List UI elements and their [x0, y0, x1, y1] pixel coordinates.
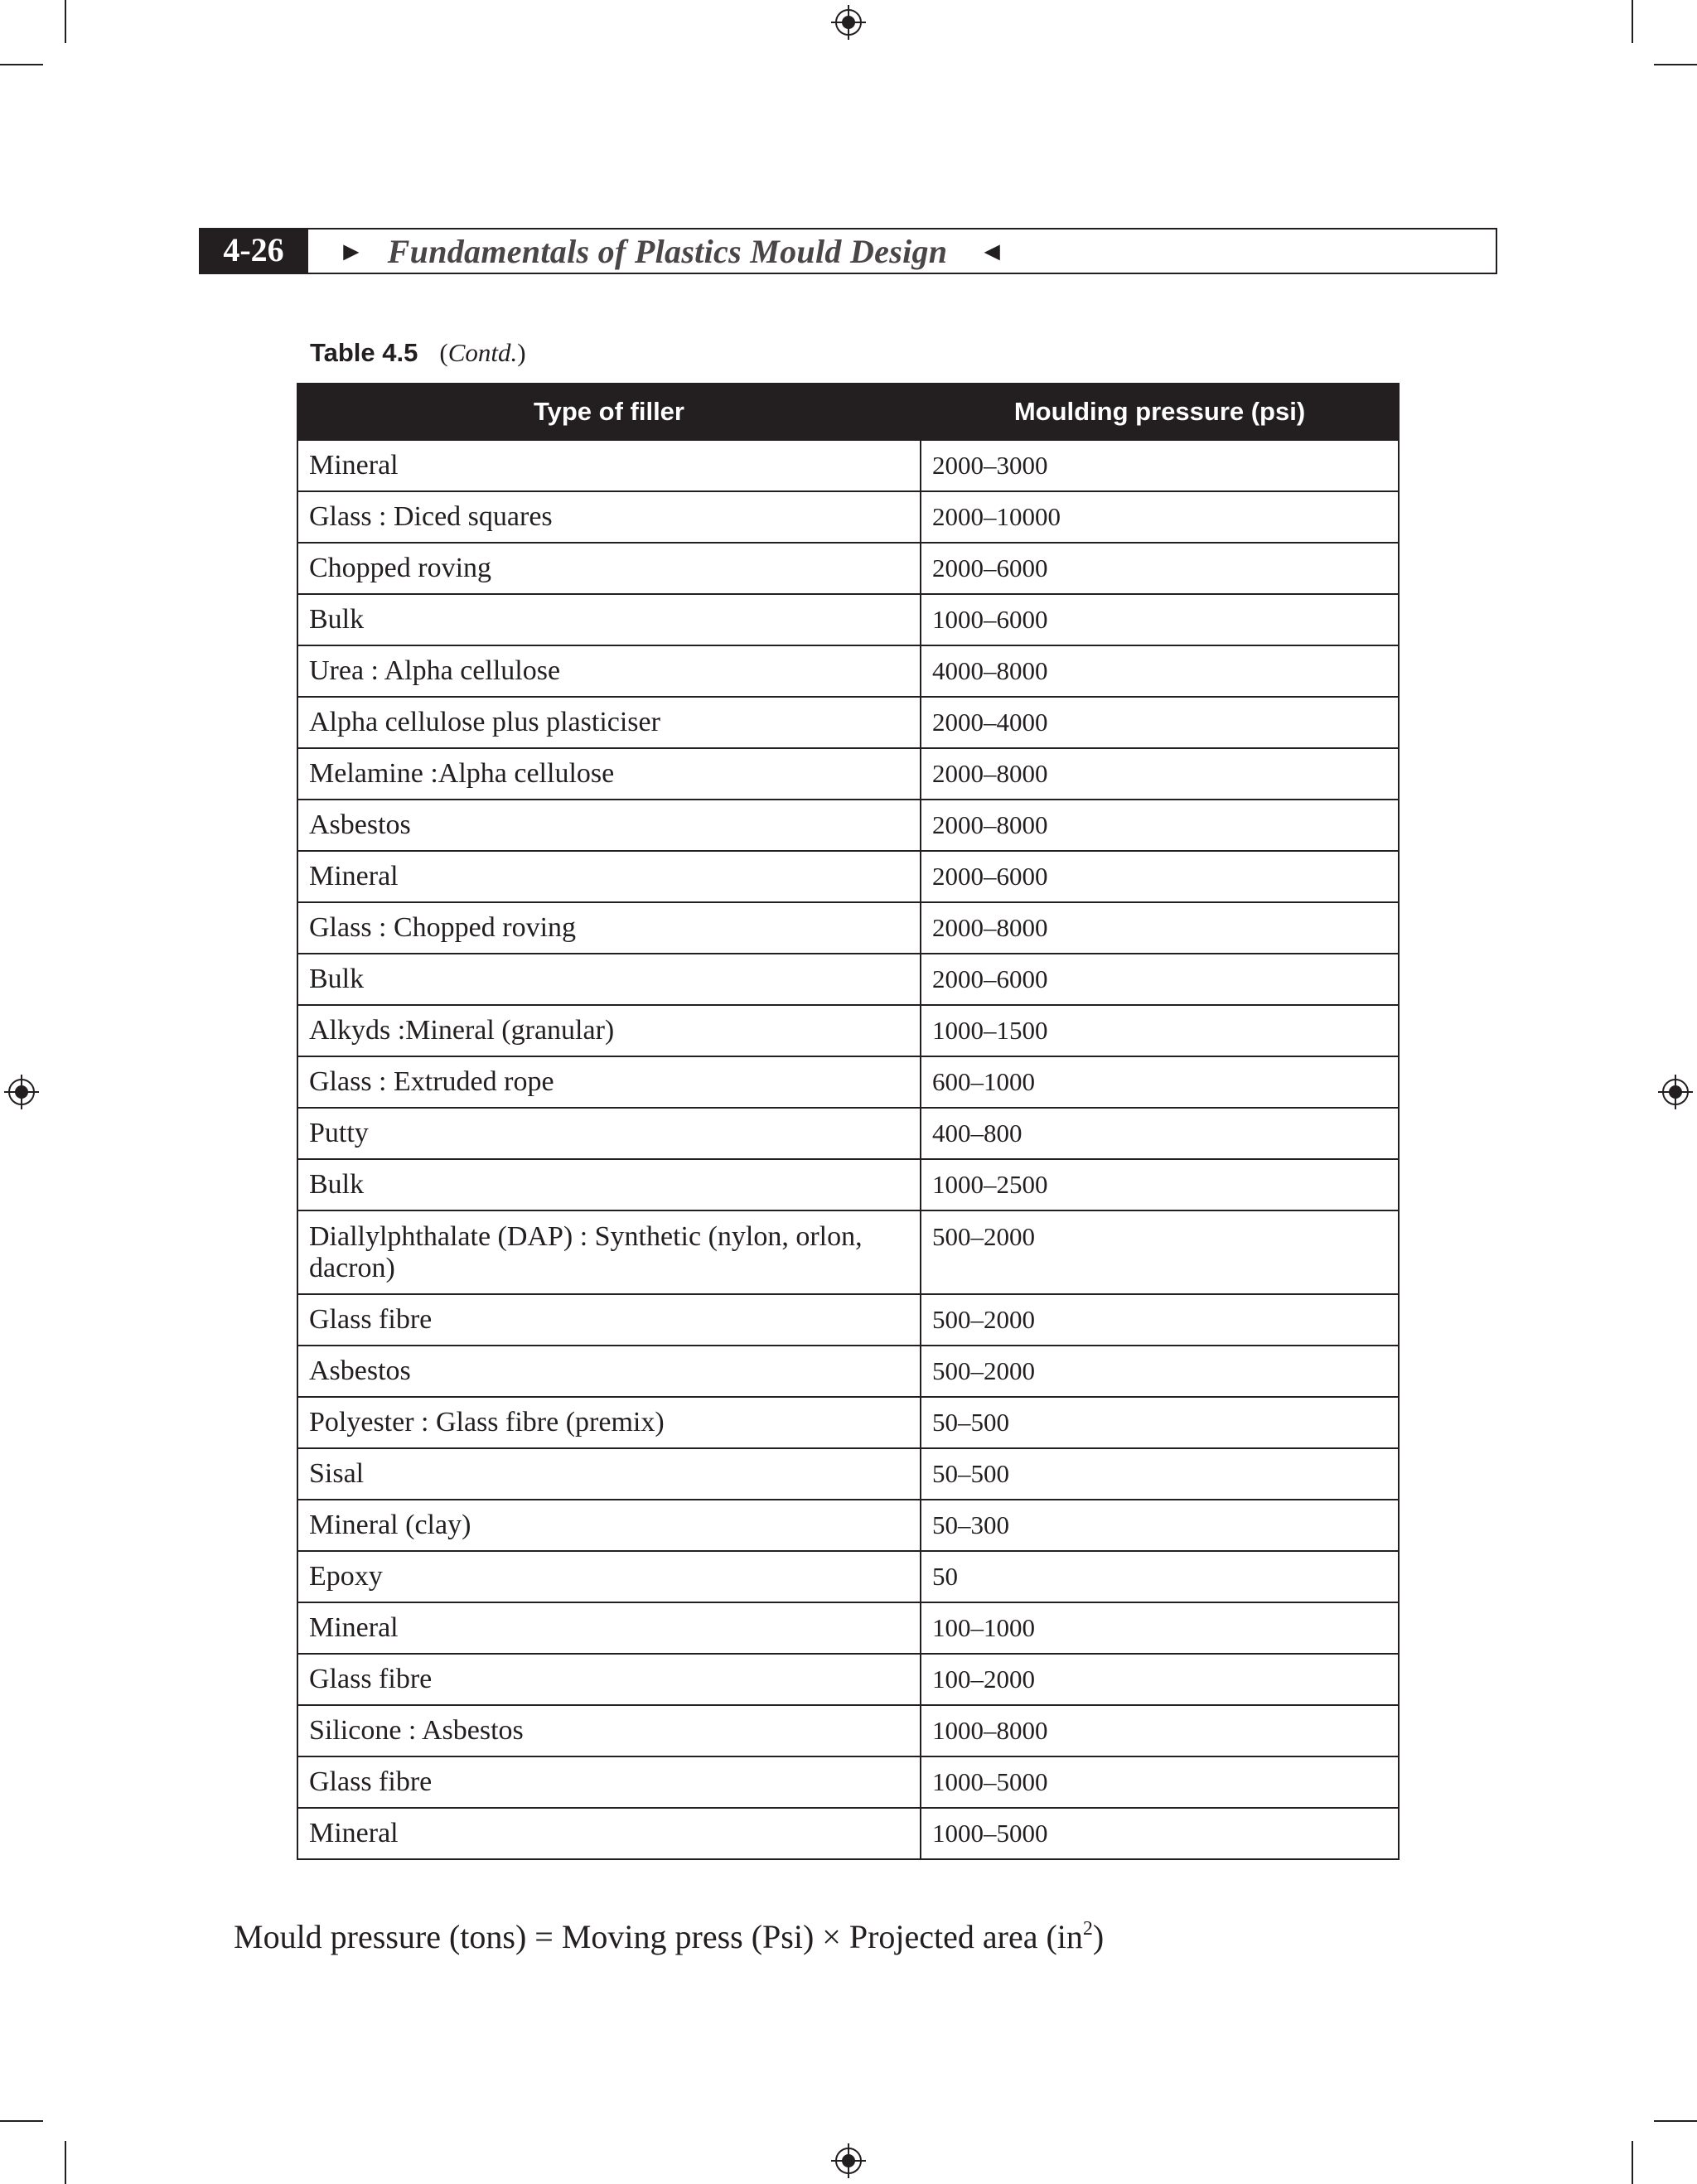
table-row [297, 954, 1399, 1005]
running-header [199, 228, 1497, 274]
filler-type-cell: Mineral [297, 1602, 921, 1654]
moulding-pressure-cell: 50 [921, 1551, 1399, 1602]
moulding-pressure-cell: 50–500 [921, 1448, 1399, 1500]
filler-type-cell: Glass fibre [297, 1654, 921, 1705]
filler-type-cell: Glass : Chopped roving [297, 902, 921, 954]
table-row [297, 1448, 1399, 1500]
table-row [297, 440, 1399, 491]
moulding-pressure-cell: 1000–5000 [921, 1756, 1399, 1808]
table-row [297, 902, 1399, 954]
filler-type-cell: Bulk [297, 594, 921, 645]
filler-type-cell: Chopped roving [297, 543, 921, 594]
table-row [297, 1294, 1399, 1346]
table-row [297, 594, 1399, 645]
formula-close: ) [1092, 1918, 1105, 1955]
book-title: Fundamentals of Plastics Mould Design [387, 232, 948, 270]
moulding-pressure-cell: 2000–10000 [921, 491, 1399, 543]
moulding-pressure-cell: 1000–5000 [921, 1808, 1399, 1859]
table-row [297, 1551, 1399, 1602]
filler-type-cell: Glass fibre [297, 1294, 921, 1346]
column-header-type-of-filler: Type of filler [297, 384, 921, 440]
filler-type-cell: Sisal [297, 1448, 921, 1500]
page-number: 4-26 [199, 228, 308, 273]
filler-type-cell: Melamine :Alpha cellulose [297, 748, 921, 800]
moulding-pressure-cell: 500–2000 [921, 1210, 1399, 1294]
filler-type-cell: Asbestos [297, 800, 921, 851]
left-triangle-icon: ◄ [979, 235, 1005, 266]
filler-type-cell: Mineral (clay) [297, 1500, 921, 1551]
filler-type-cell: Epoxy [297, 1551, 921, 1602]
filler-type-cell: Bulk [297, 954, 921, 1005]
filler-type-cell: Diallylphthalate (DAP) : Synthetic (nylon, orlon, dacron) [297, 1210, 921, 1294]
filler-type-cell: Putty [297, 1108, 921, 1159]
table-row [297, 1500, 1399, 1551]
table-row [297, 851, 1399, 902]
registration-mark-icon [1658, 1075, 1693, 1109]
moulding-pressure-cell: 2000–8000 [921, 748, 1399, 800]
formula-superscript: 2 [1082, 1918, 1093, 1940]
table-row [297, 1756, 1399, 1808]
table-row [297, 1397, 1399, 1448]
filler-type-cell: Mineral [297, 851, 921, 902]
table-row [297, 491, 1399, 543]
moulding-pressure-cell: 2000–3000 [921, 440, 1399, 491]
table-row [297, 645, 1399, 697]
filler-type-cell: Asbestos [297, 1346, 921, 1397]
filler-type-cell: Mineral [297, 440, 921, 491]
registration-mark-icon [4, 1075, 39, 1109]
moulding-pressure-cell: 500–2000 [921, 1294, 1399, 1346]
table-row [297, 1346, 1399, 1397]
moulding-pressure-cell: 1000–6000 [921, 594, 1399, 645]
table-row [297, 1808, 1399, 1859]
moulding-pressure-cell: 600–1000 [921, 1056, 1399, 1108]
crop-mark [0, 64, 43, 65]
moulding-pressure-cell: 2000–6000 [921, 543, 1399, 594]
filler-type-cell: Mineral [297, 1808, 921, 1859]
table-row [297, 1159, 1399, 1210]
crop-mark [1632, 0, 1633, 43]
registration-mark-icon [831, 2143, 866, 2178]
moulding-pressure-cell: 400–800 [921, 1108, 1399, 1159]
filler-pressure-table [297, 383, 1400, 1860]
filler-type-cell: Alkyds :Mineral (granular) [297, 1005, 921, 1056]
moulding-pressure-cell: 2000–8000 [921, 902, 1399, 954]
crop-mark [0, 2120, 43, 2122]
filler-type-cell: Urea : Alpha cellulose [297, 645, 921, 697]
table-header-row [297, 384, 1399, 440]
table-row [297, 1005, 1399, 1056]
formula-text: Mould pressure (tons) = Moving press (Psi) × Projected area (in [234, 1918, 1083, 1955]
moulding-pressure-cell: 1000–1500 [921, 1005, 1399, 1056]
column-header-moulding-pressure: Moulding pressure (psi) [921, 384, 1399, 440]
table-contd: (Contd.) [439, 338, 526, 367]
moulding-pressure-cell: 100–1000 [921, 1602, 1399, 1654]
table-row [297, 1056, 1399, 1108]
table-row [297, 748, 1399, 800]
moulding-pressure-cell: 50–500 [921, 1397, 1399, 1448]
table-row [297, 800, 1399, 851]
crop-mark [65, 2141, 66, 2184]
mould-pressure-formula [234, 1917, 1104, 1956]
crop-mark [1632, 2141, 1633, 2184]
filler-type-cell: Glass fibre [297, 1756, 921, 1808]
moulding-pressure-cell: 1000–2500 [921, 1159, 1399, 1210]
table-row [297, 1108, 1399, 1159]
moulding-pressure-cell: 500–2000 [921, 1346, 1399, 1397]
table-row [297, 543, 1399, 594]
filler-type-cell: Glass : Extruded rope [297, 1056, 921, 1108]
moulding-pressure-cell: 2000–6000 [921, 954, 1399, 1005]
filler-type-cell: Polyester : Glass fibre (premix) [297, 1397, 921, 1448]
moulding-pressure-cell: 4000–8000 [921, 645, 1399, 697]
registration-mark-icon [831, 5, 866, 40]
filler-type-cell: Alpha cellulose plus plasticiser [297, 697, 921, 748]
filler-type-cell: Silicone : Asbestos [297, 1705, 921, 1756]
crop-mark [1654, 2120, 1697, 2122]
filler-type-cell: Bulk [297, 1159, 921, 1210]
table-row [297, 1654, 1399, 1705]
table-row [297, 1210, 1399, 1294]
crop-mark [1654, 64, 1697, 65]
moulding-pressure-cell: 50–300 [921, 1500, 1399, 1551]
moulding-pressure-cell: 2000–8000 [921, 800, 1399, 851]
moulding-pressure-cell: 2000–6000 [921, 851, 1399, 902]
right-triangle-icon: ► [338, 235, 365, 266]
crop-mark [65, 0, 66, 43]
table-row [297, 1705, 1399, 1756]
table-row [297, 697, 1399, 748]
moulding-pressure-cell: 2000–4000 [921, 697, 1399, 748]
table-caption [310, 338, 526, 368]
filler-type-cell: Glass : Diced squares [297, 491, 921, 543]
table-label: Table 4.5 [310, 338, 418, 367]
moulding-pressure-cell: 1000–8000 [921, 1705, 1399, 1756]
table-row [297, 1602, 1399, 1654]
moulding-pressure-cell: 100–2000 [921, 1654, 1399, 1705]
